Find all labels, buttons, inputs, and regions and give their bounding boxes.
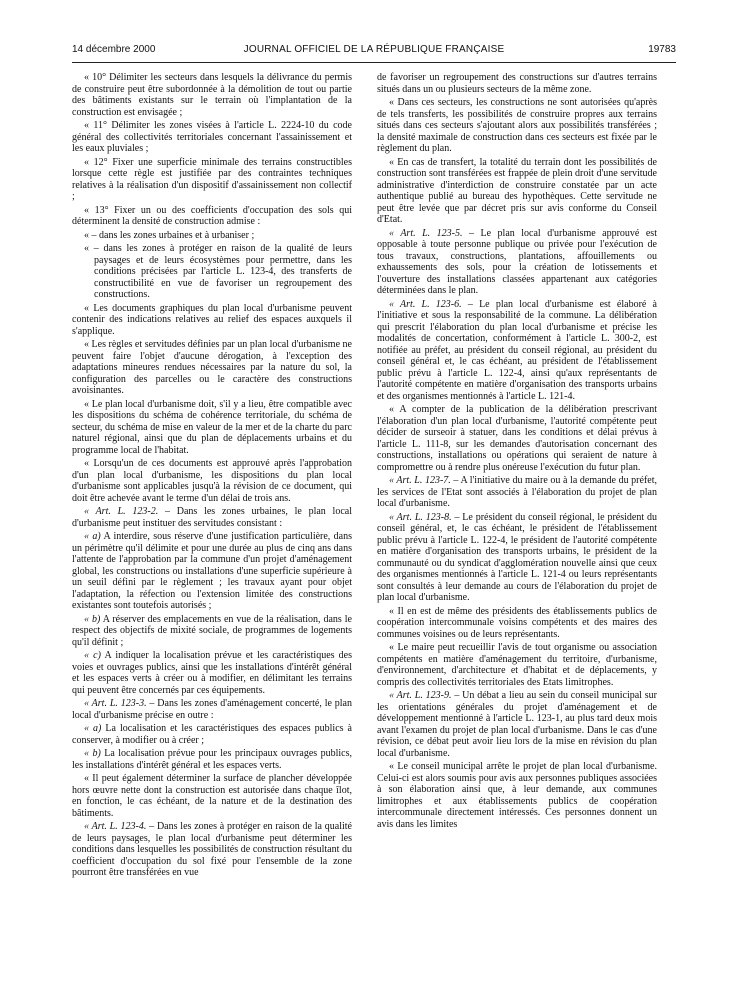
paragraph [72,303,352,338]
paragraph [377,512,657,604]
journal-title: JOURNAL OFFICIEL DE LA RÉPUBLIQUE FRANÇAISE [243,44,505,55]
article-reference: « c) [84,650,101,661]
paragraph-text: – Le président du conseil régional, le président du conseil général, et, le cas échéant, le président de l'établissement public prévu à l'article L. 122-4, le président de l'autorité compétente en matière d'organisation des transports urbains, le président de la communauté ou du syndicat d'agglomération nouvelle ainsi que ceux des organismes mentionnés à l'article L. 121-4 ou leurs représentants sont consultés à leur demande au cours de l'élaboration du projet de plan local d'urbanisme. [377,511,657,603]
paragraph-text: « 11° Délimiter les zones visées à l'article L. 2224-10 du code général des collectivités territoriales concernant l'assainissement et les eaux pluviales ; [72,120,352,154]
paragraph [72,120,352,155]
paragraph [72,339,352,397]
paragraph [377,690,657,759]
paragraph-text: « Le maire peut recueillir l'avis de tout organisme ou association compétents en matière d'aménagement du territoire, d'urbanisme, d'environnement, d'architecture et d'habitat et de déplacements, y compris des collectivités territoriales des Etats limitrophes. [377,642,657,688]
paragraph [377,475,657,510]
paragraph-text: « Lorsqu'un de ces documents est approuvé après l'approbation d'un plan local d'urbanisme, les dispositions du plan local d'urbanisme sont applicables jusqu'à la révision de ce document, qui doit être achevée avant le terme d'un délai de trois ans. [72,458,352,504]
issue-date: 14 décembre 2000 [72,44,156,55]
paragraph-text: « Il en est de même des présidents des établissements publics de coopération intercommunale voisins compétents et des maires des communes voisines ou de leurs représentants. [377,605,657,640]
paragraph-text: « 12° Fixer une superficie minimale des terrains constructibles lorsque cette règle est justifiée par des contraintes techniques relatives à la réalisation d'un dispositif d'assainissement non collectif ; [72,156,352,202]
paragraph-text: « Le conseil municipal arrête le projet de plan local d'urbanisme. Celui-ci est alors soumis pour avis aux personnes publiques associées à son élaboration ainsi que, à leur demande, aux communes limitrophes et aux établissements publics de coopération intercommunale directement intéressés. Ces personnes donnent un avis dans les limites [377,761,657,830]
paragraph [72,157,352,203]
paragraph-text: « Dans ces secteurs, les constructions ne sont autorisées qu'après de tels transferts, les possibilités de construire propres aux terrains situés dans ces secteurs s'ajoutant alors aux possibilités transférées ; la densité maximale de construction dans ces secteurs est fixée par le règlement du plan. [377,97,657,154]
article-reference: « Art. L. 123-4. [84,821,147,832]
paragraph-text: de favoriser un regroupement des constructions sur d'autres terrains situés dans un ou plusieurs secteurs de la même zone. [377,72,657,95]
paragraph [72,72,352,118]
paragraph [72,698,352,721]
paragraph-text: A interdire, sous réserve d'une justification particulière, dans un périmètre qu'il délimite et pour une durée au plus de cinq ans dans l'attente de l'approbation par la commune d'un projet d'aménagement global, les constructions ou installations d'une superficie supérieure à un seuil défini par le règlement ; les travaux ayant pour objet l'adaptation, la réfection ou l'extension limitée des constructions existantes sont toutefois autorisés ; [72,531,352,611]
paragraph [377,404,657,473]
left-text-column [72,72,352,881]
paragraph-text: « 10° Délimiter les secteurs dans lesquels la délivrance du permis de construire peut être subordonnée à la démolition de tout ou partie des bâtiments existants sur le terrain où l'implantation de la construction est envisagée ; [72,72,352,118]
article-reference: « a) [84,723,102,734]
paragraph [82,243,352,301]
paragraph [72,458,352,504]
right-text-column [377,72,657,832]
paragraph [72,614,352,649]
paragraph [377,299,657,403]
paragraph-text: – Dans les zones urbaines, le plan local d'urbanisme peut instituer des servitudes consistant : [72,506,352,529]
paragraph-text: La localisation et les caractéristiques des espaces publics à conserver, à modifier ou à créer ; [72,723,352,746]
paragraph-text: « Le plan local d'urbanisme doit, s'il y a lieu, être compatible avec les dispositions du schéma de cohérence territoriale, du schéma de secteur, du schéma de mise en valeur de la mer et de la charte du parc naturel régional, ainsi que du plan de déplacements urbains et du programme local de l'habitat. [72,398,352,456]
article-reference: « Art. L. 123-2. [84,506,159,517]
paragraph [377,97,657,155]
page-number: 19783 [648,44,676,55]
paragraph [377,72,657,95]
page-header [72,44,676,60]
paragraph [72,205,352,228]
paragraph [72,650,352,696]
paragraph [72,531,352,612]
article-reference: « Art. L. 123-9. [389,690,452,701]
paragraph [72,773,352,819]
paragraph-text: « Il peut également déterminer la surface de plancher développée hors œuvre nette dont la construction est autorisée dans chaque îlot, en fonction, le cas échéant, de la nature et de la destination des bâtiments. [72,773,352,819]
paragraph-text: – Un débat a lieu au sein du conseil municipal sur les orientations générales du projet d'aménagement et de développement mentionné à l'article L. 123-1, au plus tard deux mois avant l'examen du projet de plan local d'urbanisme. Dans le cas d'une révision, ce débat peut avoir lieu lors de la mise en révision du plan local d'urbanisme. [377,690,657,759]
paragraph-text: – Dans les zones à protéger en raison de la qualité de leurs paysages, le plan local d'urbanisme peut déterminer les conditions dans lesquelles les possibilités de construction résultant du coefficient d'occupation du sol fixé pour l'ensemble de la zone pourront être transférées en vue [72,821,352,878]
paragraph-text: – A l'initiative du maire ou à la demande du préfet, les services de l'Etat sont associés à l'élaboration du projet de plan local d'urbanisme. [377,475,657,509]
article-reference: « Art. L. 123-8. [389,511,452,523]
paragraph-text: – Le plan local d'urbanisme est élaboré à l'initiative et sous la responsabilité de la commune. La délibération qui prescrit l'élaboration du plan local d'urbanisme et précise les modalités de concertation, conformément à l'article L. 300-2, est notifiée au préfet, au président du conseil régional, au président du conseil général et, le cas échéant, au président de l'établissement public prévu à l'article L. 122-4, ainsi qu'aux représentants de l'autorité compétente en matière d'organisation des transports urbains et des organismes mentionnés à l'article L. 121-4. [377,298,657,402]
paragraph-text: « Les règles et servitudes définies par un plan local d'urbanisme ne peuvent faire l'objet d'aucune dérogation, à l'exception des adaptations mineures rendues nécessaires par la nature du sol, la configuration des parcelles ou le caractère des constructions avoisinantes. [72,339,352,396]
paragraph-text: « En cas de transfert, la totalité du terrain dont les possibilités de construction sont transférées est frappée de plein droit d'une servitude administrative d'interdiction de construire constatée par un acte authentique publié au bureau des hypothèques. Cette servitude ne peut être levée que par décret pris sur avis conforme du Conseil d'Etat. [377,156,657,225]
paragraph-text: « 13° Fixer un ou des coefficients d'occupation des sols qui déterminent la densité de construction admise : [72,204,352,227]
article-reference: « Art. L. 123-5. [389,227,463,239]
paragraph-text: « Les documents graphiques du plan local d'urbanisme peuvent contenir des indications relatives au relief des espaces auxquels il s'applique. [72,302,352,337]
paragraph [72,506,352,529]
paragraph [377,642,657,688]
header-rule [72,62,676,63]
article-reference: « a) [84,531,101,542]
paragraph [377,157,657,226]
paragraph [82,230,352,242]
paragraph-text: A indiquer la localisation prévue et les caractéristiques des voies et ouvrages publics, ainsi que les installations d'intérêt général et les espaces verts à créer ou à modifier, en délimitant les terrains qui peuvent être concernés par ces équipements. [72,650,352,696]
paragraph [377,606,657,641]
paragraph-text: « – dans les zones urbaines et à urbaniser ; [84,229,255,241]
article-reference: « Art. L. 123-7. [389,475,451,486]
paragraph [72,748,352,771]
paragraph-text: – Le plan local d'urbanisme approuvé est opposable à toute personne publique ou privée pour l'exécution de tous travaux, constructions, plantations, affouillements ou exhaussements des sols, pour la création de lotissements et l'ouverture des installations classées appartenant aux catégories déterminées dans le plan. [377,227,657,296]
article-reference: « Art. L. 123-3. [84,698,147,709]
paragraph-text: A réserver des emplacements en vue de la réalisation, dans le respect des objectifs de mixité sociale, de programmes de logements qu'il définit ; [72,613,352,648]
paragraph [72,723,352,746]
article-reference: « b) [84,613,101,625]
article-reference: « Art. L. 123-6. [389,298,462,310]
paragraph-text: La localisation prévue pour les principaux ouvrages publics, les installations d'intérêt général et les espaces verts. [72,748,352,771]
paragraph [377,228,657,297]
paragraph [72,821,352,879]
paragraph-text: « A compter de la publication de la délibération prescrivant l'élaboration d'un plan local d'urbanisme, l'autorité compétente peut décider de surseoir à statuer, dans les conditions et délai prévus à l'article L. 111-8, sur les demandes d'autorisation concernant des constructions, installations ou opérations qui seraient de nature à compromettre ou à rendre plus onéreuse l'exécution du futur plan. [377,404,657,473]
paragraph-text: – Dans les zones d'aménagement concerté, le plan local d'urbanisme précise en outre : [72,698,352,721]
paragraph [72,399,352,457]
paragraph-text: « – dans les zones à protéger en raison de la qualité de leurs paysages et de leurs écosystèmes pour permettre, dans les conditions précisées par l'article L. 123-4, des transferts de constructibilité en vue de favoriser un regroupement des constructions. [84,243,352,300]
article-reference: « b) [84,748,101,759]
paragraph [377,761,657,830]
